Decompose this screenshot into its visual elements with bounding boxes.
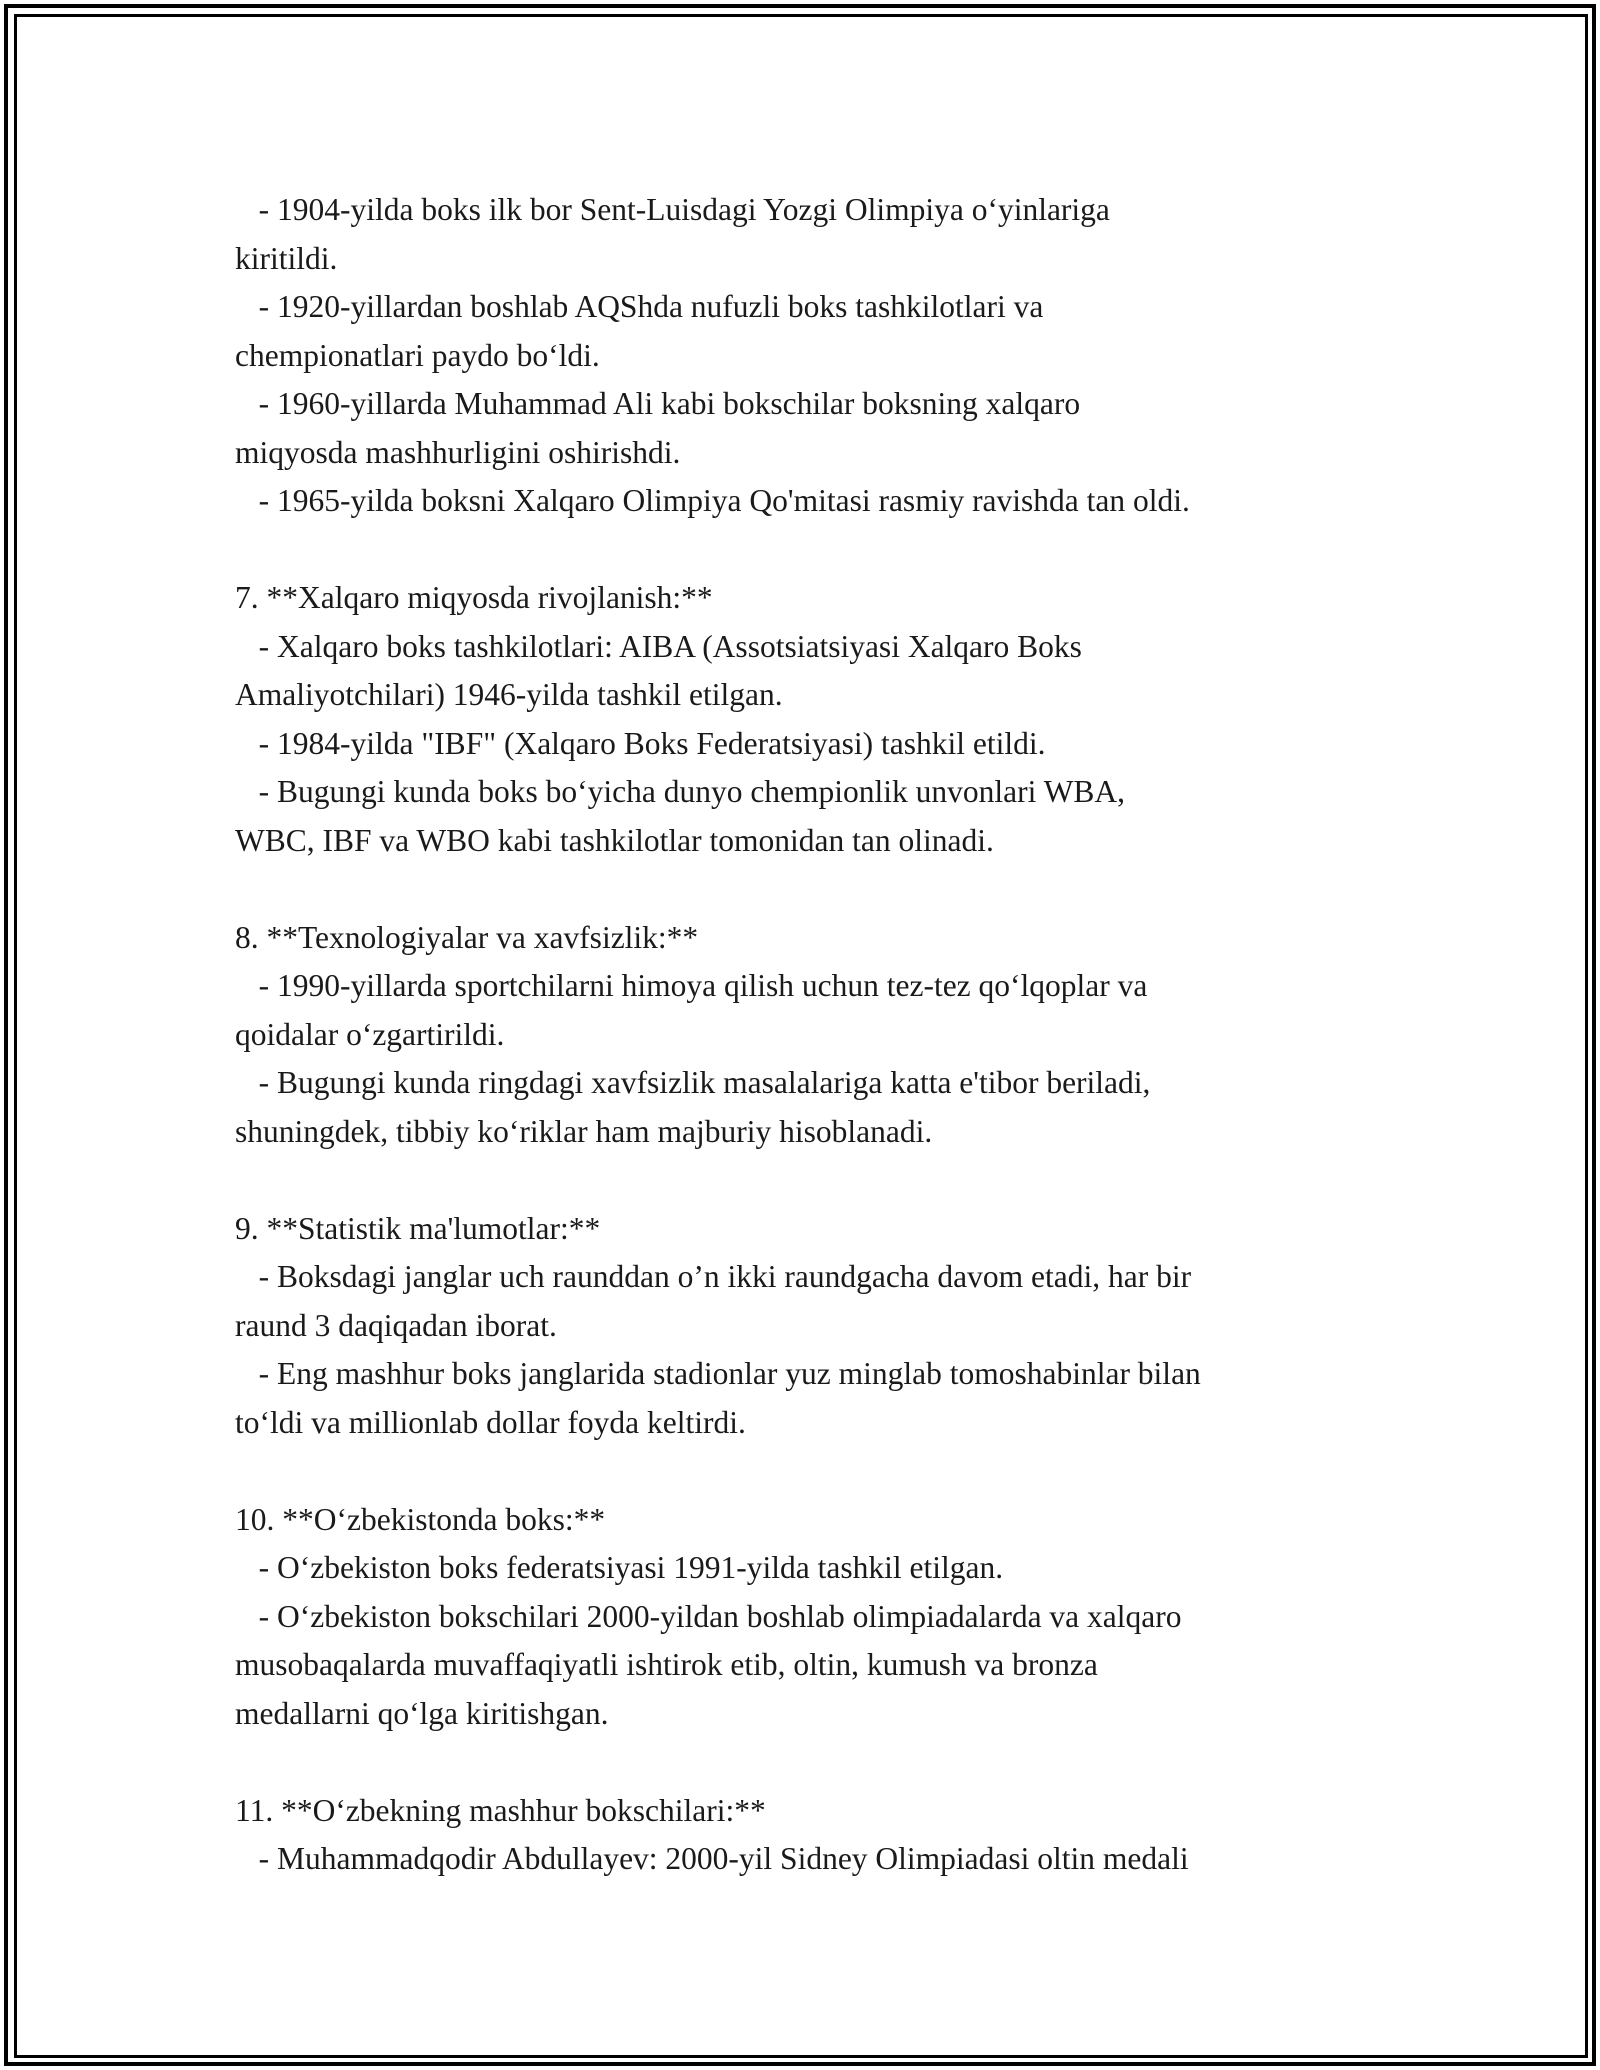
text-line: - Bugungi kunda ringdagi xavfsizlik masalalariga katta e'tibor beriladi,	[235, 1065, 1151, 1100]
text-line: - Bugungi kunda boks bo‘yicha dunyo chempionlik unvonlari WBA,	[235, 774, 1126, 809]
text-line: - 1904-yilda boks ilk bor Sent-Luisdagi Yozgi Olimpiya o‘yinlariga	[235, 192, 1110, 227]
document-body	[235, 186, 1415, 1884]
text-line: - O‘zbekiston bokschilari 2000-yildan boshlab olimpiadalarda va xalqaro	[235, 1598, 1182, 1634]
text-line: shuningdek, tibbiy ko‘riklar ham majburiy hisoblanadi.	[235, 1113, 933, 1149]
blank-line	[235, 1156, 1415, 1205]
text-line: chempionatlari paydo bo‘ldi.	[235, 337, 600, 373]
text-line: - 1920-yillardan boshlab AQShda nufuzli boks tashkilotlari va	[235, 289, 1044, 324]
text-line: to‘ldi va millionlab dollar foyda keltirdi.	[235, 1404, 746, 1440]
text-line: - Xalqaro boks tashkilotlari: AIBA (Assotsiatsiyasi Xalqaro Boks	[235, 628, 1082, 664]
text-line: - O‘zbekiston boks federatsiyasi 1991-yilda tashkil etilgan.	[235, 1550, 1004, 1585]
text-line: WBC, IBF va WBO kabi tashkilotlar tomonidan tan olinadi.	[235, 822, 994, 858]
text-line: kiritildi.	[235, 240, 338, 276]
text-line: miqyosda mashhurligini oshirishdi.	[235, 434, 681, 470]
text-line: musobaqalarda muvaffaqiyatli ishtirok etib, oltin, kumush va bronza	[235, 1647, 1098, 1682]
text-line: - 1984-yilda "IBF" (Xalqaro Boks Federatsiyasi) tashkil etildi.	[235, 725, 1046, 761]
section-heading: 7. **Xalqaro miqyosda rivojlanish:**	[235, 580, 713, 615]
section-heading: 11. **O‘zbekning mashhur bokschilari:**	[235, 1792, 766, 1828]
text-line: - 1960-yillarda Muhammad Ali kabi bokschilar boksning xalqaro	[235, 386, 1081, 421]
text-line: - 1990-yillarda sportchilarni himoya qilish uchun tez-tez qo‘lqoplar va	[235, 968, 1148, 1003]
section-heading: 8. **Texnologiyalar va xavfsizlik:**	[235, 919, 699, 955]
text-line: - 1965-yilda boksni Xalqaro Olimpiya Qo'mitasi rasmiy ravishda tan oldi.	[235, 483, 1190, 518]
blank-line	[235, 865, 1415, 914]
text-line: Amaliyotchilari) 1946-yilda tashkil etilgan.	[235, 677, 783, 712]
text-line: medallarni qo‘lga kiritishgan.	[235, 1695, 609, 1731]
text-line: - Muhammadqodir Abdullayev: 2000-yil Sidney Olimpiadasi oltin medali	[235, 1841, 1189, 1876]
text-line: qoidalar o‘zgartirildi.	[235, 1016, 505, 1052]
blank-line	[235, 1738, 1415, 1787]
blank-line	[235, 526, 1415, 575]
text-line: - Eng mashhur boks janglarida stadionlar yuz minglab tomoshabinlar bilan	[235, 1356, 1201, 1391]
section-heading: 10. **O‘zbekistonda boks:**	[235, 1501, 606, 1537]
text-line: raund 3 daqiqadan iborat.	[235, 1307, 557, 1343]
text-line: - Boksdagi janglar uch raunddan o’n ikki raundgacha davom etadi, har bir	[235, 1259, 1192, 1294]
section-heading: 9. **Statistik ma'lumotlar:**	[235, 1210, 601, 1246]
blank-line	[235, 1447, 1415, 1496]
